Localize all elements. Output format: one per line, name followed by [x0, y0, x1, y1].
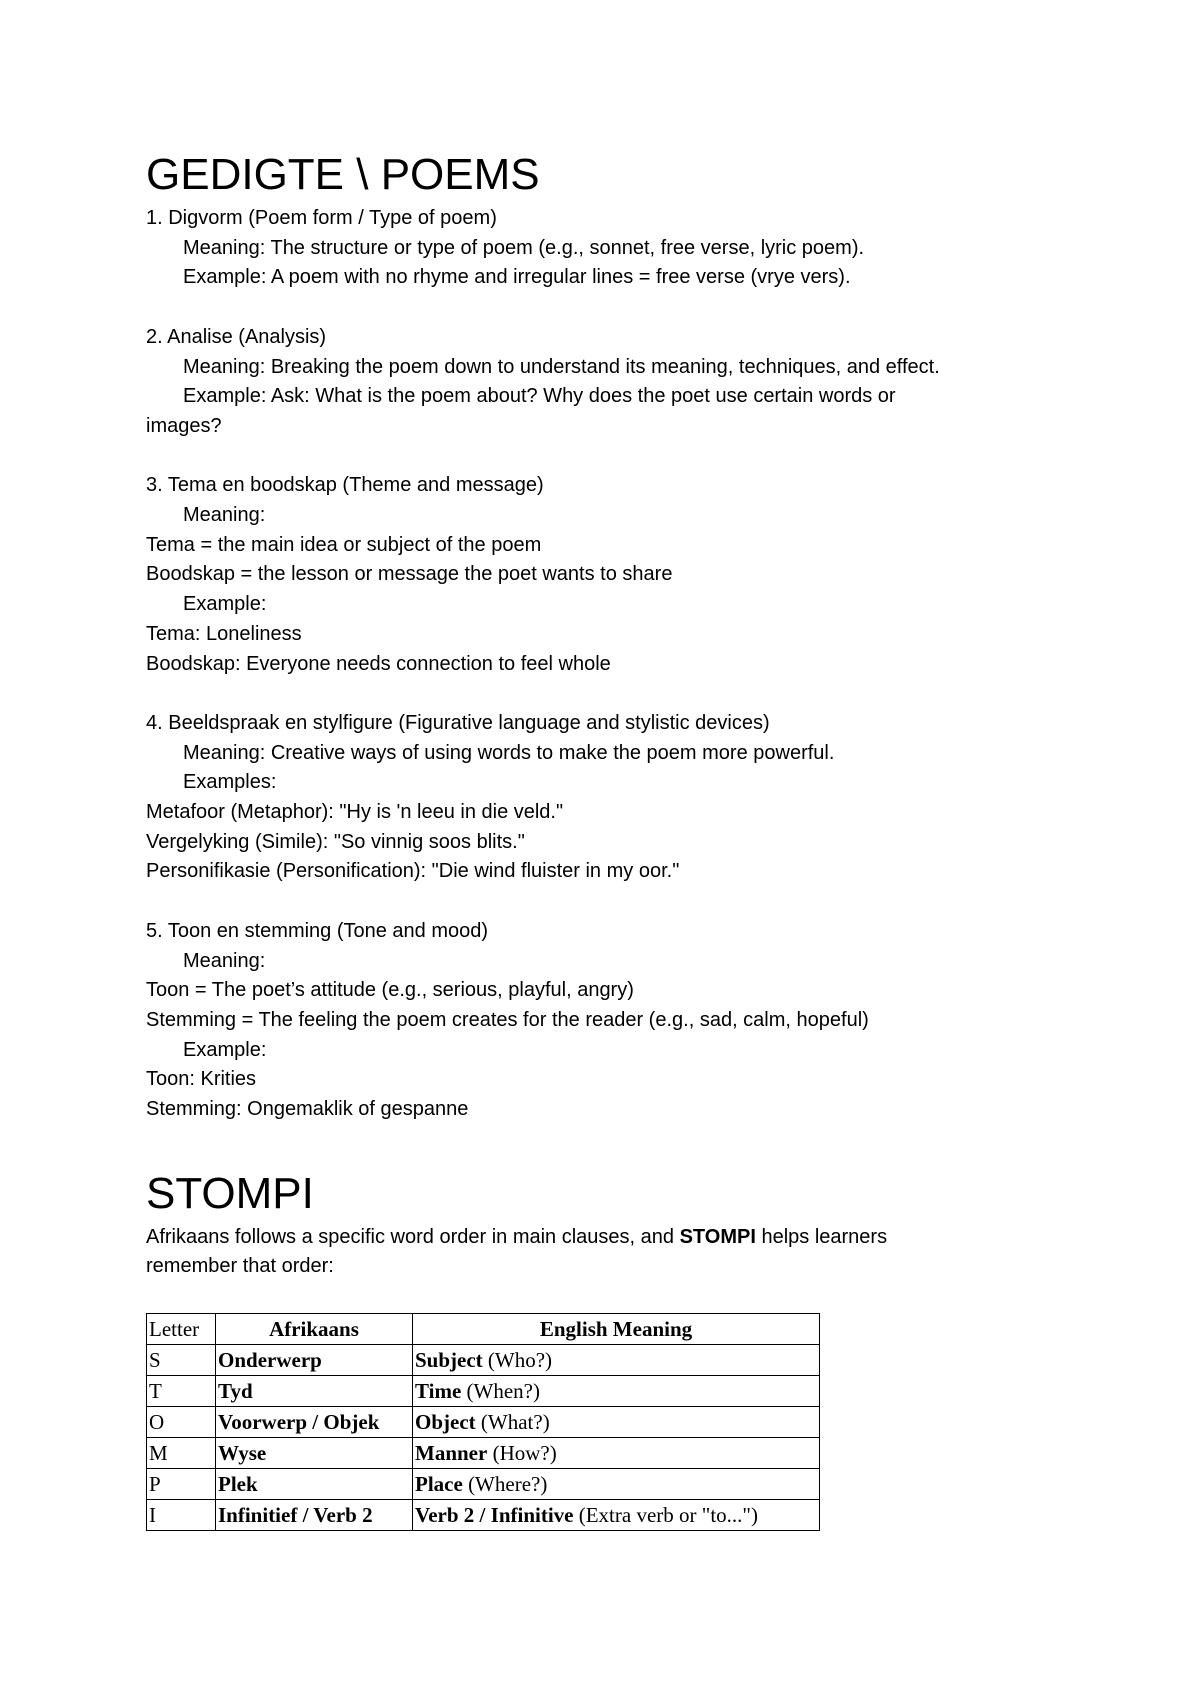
table-row [147, 1376, 820, 1407]
poems-title: GEDIGTE \ POEMS [146, 150, 540, 199]
header-letter: Letter [147, 1314, 216, 1345]
cell-english [413, 1376, 820, 1407]
personifikasie-example: Personifikasie (Personification): "Die wind fluister in my oor." [146, 860, 680, 883]
cell-letter: T [147, 1376, 216, 1407]
meaning-label: Meaning: [183, 504, 266, 526]
meaning-label: Meaning: [183, 949, 266, 972]
english-question: (Who?) [482, 1347, 553, 1372]
table-row [147, 1407, 820, 1438]
item-heading: 2. Analise (Analysis) [146, 325, 327, 348]
intro-text: Afrikaans follows a specific word order in main clauses, and [146, 1225, 680, 1248]
cell-afrikaans: Voorwerp / Objek [216, 1407, 413, 1438]
example-label: Example: [183, 593, 267, 616]
cell-letter: M [147, 1438, 216, 1469]
cell-afrikaans: Wyse [216, 1438, 413, 1469]
cell-letter: P [147, 1469, 216, 1500]
cell-afrikaans: Onderwerp [216, 1345, 413, 1376]
intro-text-end: helps learners remember that order: [146, 1225, 888, 1278]
item-toon-stemming [146, 917, 1076, 1125]
stemming-definition: Stemming = The feeling the poem creates for the reader (e.g., sad, calm, hopeful) [146, 1008, 869, 1031]
item-meaning: Meaning: Breaking the poem down to understand its meaning, techniques, and effect. [183, 355, 940, 378]
cell-english [413, 1438, 820, 1469]
stompi-table [146, 1313, 820, 1531]
header-afrikaans: Afrikaans [216, 1314, 413, 1345]
toon-example: Toon: Krities [146, 1068, 257, 1091]
english-question: (How?) [487, 1440, 557, 1465]
tema-example: Tema: Loneliness [146, 622, 302, 645]
item-meaning: Meaning: Creative ways of using words to make the poem more powerful. [183, 741, 835, 764]
english-question: (What?) [475, 1409, 550, 1434]
tema-definition: Tema = the main idea or subject of the poem [146, 533, 542, 556]
item-beeldspraak [146, 709, 1076, 887]
item-example-continued: images? [146, 414, 222, 437]
boodskap-example: Boodskap: Everyone needs connection to feel whole [146, 652, 611, 675]
english-question: (Extra verb or "to...") [573, 1502, 758, 1527]
english-question: (When?) [461, 1378, 540, 1403]
item-tema-boodskap [146, 471, 1076, 679]
item-meaning: Meaning: The structure or type of poem (e.g., sonnet, free verse, lyric poem). [183, 236, 865, 259]
english-term: Time [415, 1378, 462, 1403]
vergelyking-example: Vergelyking (Simile): "So vinnig soos blits." [146, 830, 525, 853]
examples-label: Examples: [183, 771, 277, 794]
cell-english [413, 1407, 820, 1438]
example-label: Example: [183, 1038, 267, 1061]
item-example: Example: Ask: What is the poem about? Why does the poet use certain words or [183, 385, 896, 408]
item-digvorm [146, 204, 1076, 293]
table-row [147, 1438, 820, 1469]
table-row [147, 1500, 820, 1531]
stompi-intro [146, 1223, 946, 1282]
cell-english [413, 1500, 820, 1531]
english-term: Place [415, 1471, 463, 1496]
cell-letter: S [147, 1345, 216, 1376]
toon-definition: Toon = The poet’s attitude (e.g., serious, playful, angry) [146, 979, 634, 1002]
english-term: Subject [415, 1347, 483, 1372]
item-heading: 3. Tema en boodskap (Theme and message) [146, 474, 544, 497]
cell-letter: I [147, 1500, 216, 1531]
english-term: Object [415, 1409, 476, 1434]
document-content [146, 150, 1076, 1531]
item-example: Example: A poem with no rhyme and irregular lines = free verse (vrye vers). [183, 266, 851, 289]
cell-afrikaans: Plek [216, 1469, 413, 1500]
boodskap-definition: Boodskap = the lesson or message the poet wants to share [146, 563, 673, 586]
english-term: Verb 2 / Infinitive [415, 1502, 574, 1527]
item-heading: 4. Beeldspraak en stylfigure (Figurative language and stylistic devices) [146, 711, 770, 734]
item-heading: 5. Toon en stemming (Tone and mood) [146, 919, 489, 942]
intro-stompi-bold: STOMPI [679, 1225, 756, 1248]
stompi-title: STOMPI [146, 1168, 314, 1218]
table-header-row [147, 1314, 820, 1345]
cell-english [413, 1469, 820, 1500]
cell-english [413, 1345, 820, 1376]
metafoor-example: Metafoor (Metaphor): "Hy is 'n leeu in die veld." [146, 801, 564, 824]
cell-afrikaans: Tyd [216, 1376, 413, 1407]
english-question: (Where?) [462, 1471, 548, 1496]
item-heading: 1. Digvorm (Poem form / Type of poem) [146, 207, 497, 229]
cell-letter: O [147, 1407, 216, 1438]
english-term: Manner [415, 1440, 488, 1465]
cell-afrikaans: Infinitief / Verb 2 [216, 1500, 413, 1531]
stemming-example: Stemming: Ongemaklik of gespanne [146, 1098, 469, 1121]
header-english-meaning: English Meaning [413, 1314, 820, 1345]
table-row [147, 1469, 820, 1500]
table-row [147, 1345, 820, 1376]
item-analise [146, 323, 1076, 442]
